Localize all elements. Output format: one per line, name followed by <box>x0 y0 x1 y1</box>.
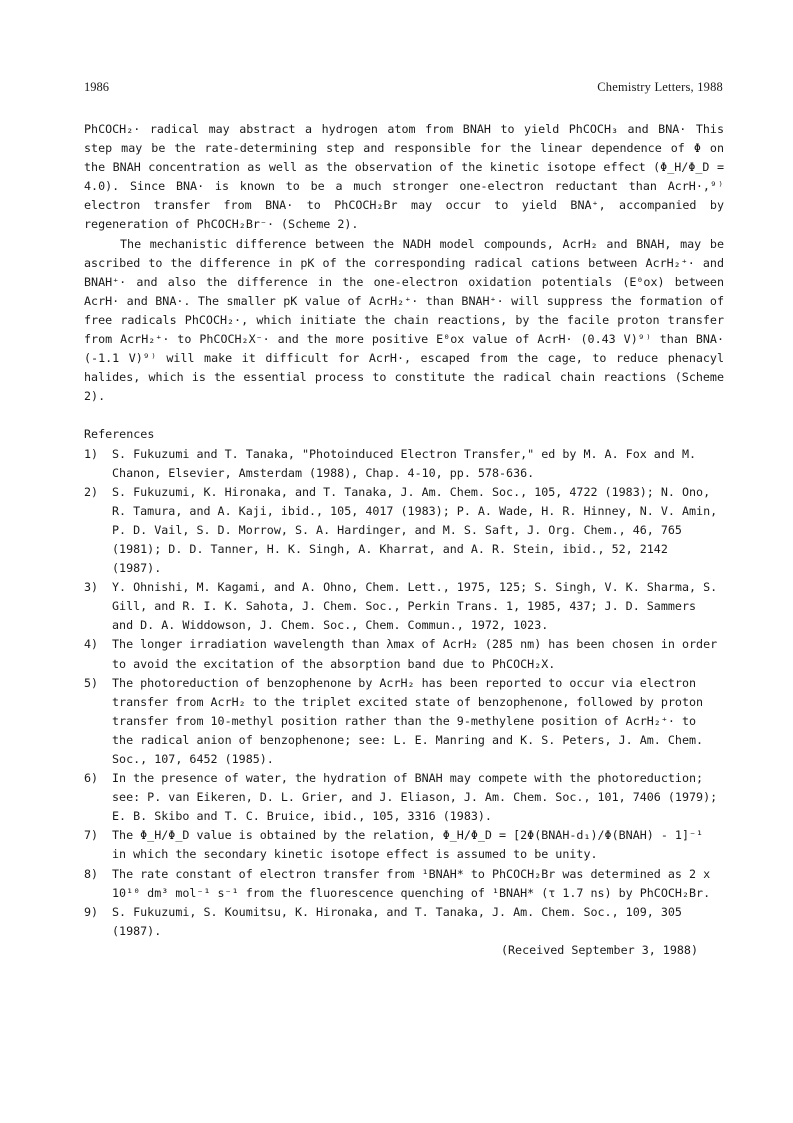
received-date: (Received September 3, 1988) <box>500 942 698 957</box>
reference-text: The Φ_H/Φ_D value is obtained by the relation, Φ_H/Φ_D = [2Φ(BNAH-d₁)/Φ(BNAH) - 1]⁻¹ in which the secondary kinetic isotope effect is assumed to be unity. <box>112 828 704 862</box>
reference-text: S. Fukuzumi, S. Koumitsu, K. Hironaka, and T. Tanaka, J. Am. Chem. Soc., 109, 305 (1987). <box>112 904 682 938</box>
reference-text: S. Fukuzumi, K. Hironaka, and T. Tanaka, J. Am. Chem. Soc., 105, 4722 (1983); N. Ono, R. Tamura, and A. Kaji, ibid., 105, 4017 (1983); P. A. Wade, H. R. Hinney, N. V. Amin, P. D. Vail, S. D. Morrow, S. A. Hardinger, and M. S. Saft, J. Org. Chem., 46, 765 (1981); D. D. Tanner, H. K. Singh, A. Kharrat, and A. R. Stein, ibid., 52, 2142 (1987). <box>112 484 718 576</box>
reference-text: S. Fukuzumi and T. Tanaka, "Photoinduced Electron Transfer," ed by M. A. Fox and M. Chanon, Elsevier, Amsterdam (1988), Chap. 4-10, pp. 578-636. <box>112 446 697 480</box>
reference-number: 6) <box>84 771 99 786</box>
journal-running-head: Chemistry Letters, 1988 <box>597 80 723 94</box>
reference-number: 1) <box>84 446 99 461</box>
reference-number: 7) <box>84 828 99 843</box>
reference-item <box>84 826 724 864</box>
body-paragraph-1: PhCOCH₂· radical may abstract a hydrogen atom from BNAH to yield PhCOCH₃ and BNA· This step may be the rate-determining step and responsible for the linear dependence of Φ on the BNAH concentration as well as the observation of the kinetic isotope effect (Φ_H/Φ_D = 4.0). Since BNA· is known to be a much stronger one-electron reductant than AcrH·,⁹⁾ electron transfer from BNA· to PhCOCH₂Br may occur to yield BNA⁺, accompanied by regeneration of PhCOCH₂Br⁻· (Scheme 2). <box>84 122 724 232</box>
body-paragraph-2: The mechanistic difference between the NADH model compounds, AcrH₂ and BNAH, may be ascribed to the difference in pK of the corresponding radical cations between AcrH₂⁺· and BNAH⁺· and also the difference in the one-electron oxidation potentials (E⁰ox) between AcrH· and BNA·. The smaller pK value of AcrH₂⁺· than BNAH⁺· will suppress the formation of free radicals PhCOCH₂·, which initiate the chain reactions, by the facile proton transfer from AcrH₂⁺· to PhCOCH₂X⁻· and the more positive E⁰ox value of AcrH· (0.43 V)⁹⁾ than BNA· (-1.1 V)⁹⁾ will make it difficult for AcrH·, escaped from the cage, to reduce phenacyl halides, which is the essential process to constitute the radical chain reactions (Scheme 2). <box>84 236 724 404</box>
reference-item <box>84 483 724 578</box>
reference-item <box>84 674 724 769</box>
reference-number: 4) <box>84 637 99 652</box>
reference-number: 8) <box>84 866 99 881</box>
reference-number: 2) <box>84 484 99 499</box>
reference-text: Y. Ohnishi, M. Kagami, and A. Ohno, Chem. Lett., 1975, 125; S. Singh, V. K. Sharma, S. Gill, and R. I. K. Sahota, J. Chem. Soc., Perkin Trans. 1, 1985, 437; J. D. Sammers and D. A. Widdowson, J. Chem. Soc., Chem. Commun., 1972, 1023. <box>112 580 718 633</box>
reference-number: 5) <box>84 675 99 690</box>
reference-item <box>84 445 724 483</box>
reference-text: The longer irradiation wavelength than λmax of AcrH₂ (285 nm) has been chosen in order to avoid the excitation of the absorption band due to PhCOCH₂X. <box>112 637 718 671</box>
reference-item <box>84 865 724 903</box>
reference-item <box>84 578 724 635</box>
reference-item <box>84 903 724 941</box>
reference-text: The rate constant of electron transfer from ¹BNAH* to PhCOCH₂Br was determined as 2 x 10¹⁰ dm³ mol⁻¹ s⁻¹ from the fluorescence quenching of ¹BNAH* (τ 1.7 ns) by PhCOCH₂Br. <box>112 866 711 900</box>
reference-number: 9) <box>84 904 99 919</box>
page-content <box>84 120 724 960</box>
page-number: 1986 <box>84 80 109 94</box>
reference-text: In the presence of water, the hydration of BNAH may compete with the photoreduction; see: P. van Eikeren, D. L. Grier, and J. Eliason, J. Am. Chem. Soc., 101, 7406 (1979); E. B. Skibo and T. C. Bruice, ibid., 105, 3316 (1983). <box>112 771 718 824</box>
references-heading: References <box>84 427 155 442</box>
reference-text: The photoreduction of benzophenone by AcrH₂ has been reported to occur via electron transfer from AcrH₂ to the triplet excited state of benzophenone, followed by proton transfer from 10-methyl position rather than the 9-methylene position of AcrH₂⁺· to the radical anion of benzophenone; see: L. E. Manring and K. S. Peters, J. Am. Chem. Soc., 107, 6452 (1985). <box>112 675 704 766</box>
reference-item <box>84 635 724 673</box>
reference-item <box>84 769 724 826</box>
reference-number: 3) <box>84 580 99 595</box>
